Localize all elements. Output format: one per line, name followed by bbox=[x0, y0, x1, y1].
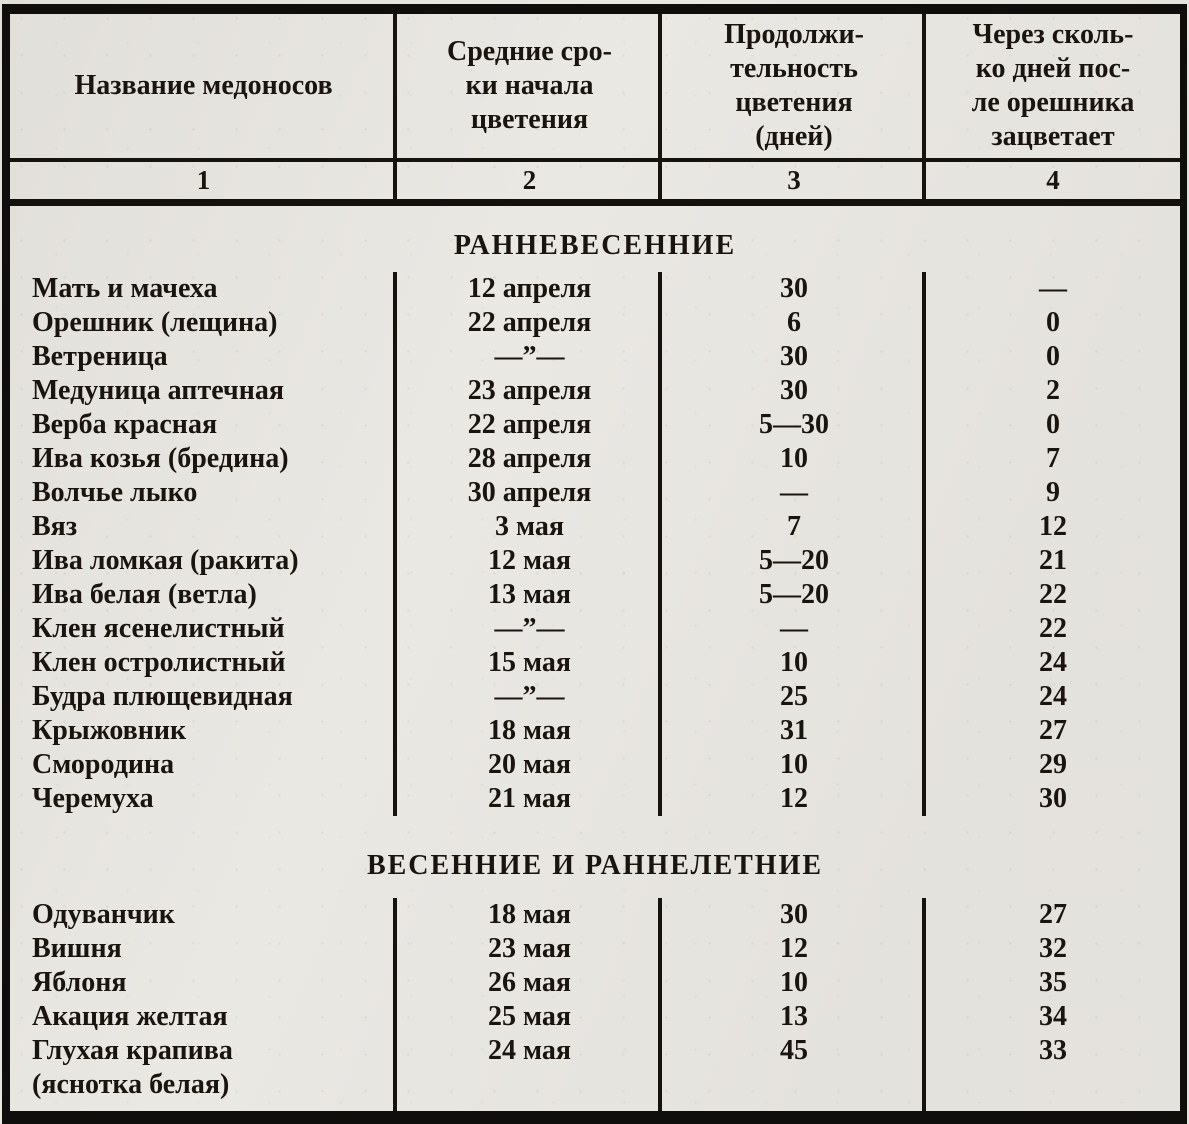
duration-cell: 10 bbox=[780, 749, 808, 780]
start-date-cell: 30 апреля bbox=[467, 477, 592, 508]
plant-name-cell bbox=[10, 272, 397, 306]
duration-cell: — bbox=[780, 477, 808, 508]
table-row bbox=[10, 374, 1180, 408]
table-row bbox=[10, 442, 1180, 476]
duration-cell: 13 bbox=[780, 1001, 808, 1032]
plant-name-cell bbox=[10, 646, 397, 680]
table-row bbox=[10, 544, 1180, 578]
start-date-cell: 21 мая bbox=[487, 783, 572, 814]
table-row bbox=[10, 340, 1180, 374]
plant-name-cell bbox=[10, 476, 397, 510]
plant-name: Ветреница bbox=[32, 341, 168, 372]
table-row bbox=[10, 476, 1180, 510]
column-number-4: 4 bbox=[1046, 165, 1060, 195]
table-row bbox=[10, 510, 1180, 544]
plant-name: Волчье лыко bbox=[32, 477, 198, 508]
column-divider bbox=[658, 162, 662, 199]
column-divider bbox=[922, 898, 926, 1111]
table-row bbox=[10, 680, 1180, 714]
after-hazel-cell: 27 bbox=[1039, 899, 1067, 930]
column-header-line: зацветает bbox=[991, 121, 1115, 152]
column-number-2: 2 bbox=[522, 165, 537, 195]
column-header-line: тельность bbox=[730, 53, 858, 84]
start-date-cell: —”— bbox=[494, 613, 565, 644]
column-header-line: ки начала bbox=[465, 70, 594, 101]
duration-cell: 30 bbox=[780, 273, 808, 304]
after-hazel-cell: 32 bbox=[1039, 933, 1067, 964]
after-hazel-cell: 9 bbox=[1046, 477, 1060, 508]
after-hazel-cell: 0 bbox=[1046, 409, 1060, 440]
section-title: РАННЕВЕСЕННИЕ bbox=[453, 230, 737, 261]
plant-name: Будра плющевидная bbox=[32, 681, 293, 712]
after-hazel-cell: 7 bbox=[1046, 443, 1060, 474]
column-header-line: Через сколь- bbox=[972, 19, 1134, 50]
plant-name: Ива козья (бредина) bbox=[32, 443, 289, 474]
after-hazel-cell: 30 bbox=[1039, 783, 1067, 814]
start-date-cell: 18 мая bbox=[487, 715, 572, 746]
duration-cell: — bbox=[780, 613, 808, 644]
start-date-cell: 25 мая bbox=[487, 1001, 572, 1032]
plant-name: Верба красная bbox=[32, 409, 218, 440]
plant-name-cell bbox=[10, 340, 397, 374]
after-hazel-cell: 29 bbox=[1039, 749, 1067, 780]
section-rows bbox=[10, 272, 1180, 816]
table-row bbox=[10, 748, 1180, 782]
duration-cell: 10 bbox=[780, 967, 808, 998]
table-row bbox=[10, 966, 1180, 1000]
plant-name-cell bbox=[10, 510, 397, 544]
table-row bbox=[10, 1034, 1180, 1102]
plant-name: Ива ломкая (ракита) bbox=[32, 545, 299, 576]
table-row bbox=[10, 782, 1180, 816]
after-hazel-cell: 24 bbox=[1039, 647, 1067, 678]
plant-name-cell bbox=[10, 1000, 397, 1034]
after-hazel-cell: 0 bbox=[1046, 341, 1060, 372]
plant-name-cell bbox=[10, 714, 397, 748]
duration-cell: 12 bbox=[780, 933, 808, 964]
duration-cell: 45 bbox=[780, 1035, 808, 1066]
duration-cell: 30 bbox=[780, 375, 808, 406]
plant-name: Крыжовник bbox=[32, 715, 187, 746]
duration-cell: 30 bbox=[780, 899, 808, 930]
column-header-1 bbox=[10, 14, 397, 158]
column-divider bbox=[658, 898, 662, 1111]
duration-cell: 5—20 bbox=[759, 579, 829, 610]
plant-name: Акация желтая bbox=[32, 1001, 228, 1032]
plant-name: Вишня bbox=[32, 933, 122, 964]
table-row bbox=[10, 306, 1180, 340]
start-date-cell: 26 мая bbox=[487, 967, 572, 998]
duration-cell: 5—20 bbox=[759, 545, 829, 576]
column-header-4 bbox=[926, 14, 1180, 158]
plant-name-cell bbox=[10, 748, 397, 782]
plant-name: Смородина bbox=[32, 749, 175, 780]
section-title: ВЕСЕННИЕ И РАННЕЛЕТНИЕ bbox=[366, 850, 824, 881]
duration-cell: 25 bbox=[780, 681, 808, 712]
table-header-row bbox=[10, 14, 1180, 162]
start-date-cell: —”— bbox=[494, 341, 565, 372]
column-header-line: ко дней пос- bbox=[975, 53, 1131, 84]
plant-name: Орешник (лещина) bbox=[32, 307, 278, 338]
column-divider bbox=[922, 272, 926, 816]
start-date-cell: 12 мая bbox=[487, 545, 572, 576]
column-divider bbox=[393, 898, 397, 1111]
column-divider bbox=[393, 272, 397, 816]
table-body bbox=[10, 206, 1180, 1111]
table-row bbox=[10, 898, 1180, 932]
after-hazel-cell: 22 bbox=[1039, 579, 1067, 610]
section-rows bbox=[10, 898, 1180, 1111]
table-frame bbox=[2, 4, 1187, 1124]
plant-name-cell bbox=[10, 612, 397, 646]
duration-cell: 5—30 bbox=[759, 409, 829, 440]
table-row bbox=[10, 408, 1180, 442]
plant-name: Медуница аптечная bbox=[32, 375, 284, 406]
plant-name-cell bbox=[10, 408, 397, 442]
column-header-3 bbox=[662, 14, 926, 158]
start-date-cell: 3 мая bbox=[494, 511, 565, 542]
start-date-cell: 15 мая bbox=[487, 647, 572, 678]
start-date-cell: 28 апреля bbox=[467, 443, 592, 474]
plant-name: Ива белая (ветла) bbox=[32, 579, 257, 610]
column-header-line: (дней) bbox=[755, 121, 833, 152]
plant-name-cell bbox=[10, 1034, 397, 1102]
plant-name: Яблоня bbox=[32, 967, 127, 998]
duration-cell: 12 bbox=[780, 783, 808, 814]
plant-name-cell bbox=[10, 898, 397, 932]
table-row bbox=[10, 272, 1180, 306]
column-header-line: цветения bbox=[735, 87, 853, 118]
duration-cell: 7 bbox=[787, 511, 801, 542]
duration-cell: 10 bbox=[780, 647, 808, 678]
duration-cell: 6 bbox=[787, 307, 801, 338]
after-hazel-cell: 35 bbox=[1039, 967, 1067, 998]
after-hazel-cell: 21 bbox=[1039, 545, 1067, 576]
table-row bbox=[10, 578, 1180, 612]
plant-name-cell bbox=[10, 306, 397, 340]
column-divider bbox=[922, 14, 926, 158]
after-hazel-cell: 12 bbox=[1039, 511, 1067, 542]
plant-name-cell bbox=[10, 932, 397, 966]
after-hazel-cell: 22 bbox=[1039, 613, 1067, 644]
column-number-1: 1 bbox=[196, 165, 211, 195]
after-hazel-cell: 33 bbox=[1039, 1035, 1067, 1066]
plant-name-cell bbox=[10, 578, 397, 612]
plant-name-cell bbox=[10, 442, 397, 476]
plant-name: Глухая крапива bbox=[32, 1035, 233, 1066]
start-date-cell: 18 мая bbox=[487, 899, 572, 930]
start-date-cell: 13 мая bbox=[487, 579, 572, 610]
start-date-cell: 20 мая bbox=[487, 749, 572, 780]
start-date-cell: 22 апреля bbox=[467, 409, 592, 440]
column-divider bbox=[658, 14, 662, 158]
table-row bbox=[10, 932, 1180, 966]
plant-name-cell bbox=[10, 374, 397, 408]
column-number-3: 3 bbox=[787, 165, 801, 195]
table-row bbox=[10, 646, 1180, 680]
column-header-line: цветения bbox=[470, 104, 589, 135]
table-section-2 bbox=[10, 816, 1180, 1111]
column-header-line: ле орешника bbox=[971, 87, 1135, 118]
table-section-1 bbox=[10, 206, 1180, 816]
column-header-line: Средние сро- bbox=[446, 36, 613, 67]
start-date-cell: —”— bbox=[494, 681, 565, 712]
plant-name: Мать и мачеха bbox=[32, 273, 218, 304]
duration-cell: 10 bbox=[780, 443, 808, 474]
after-hazel-cell: 27 bbox=[1039, 715, 1067, 746]
plant-name: Одуванчик bbox=[32, 899, 175, 930]
after-hazel-cell: 2 bbox=[1046, 375, 1060, 406]
duration-cell: 31 bbox=[780, 715, 808, 746]
plant-name: Клен остролистный bbox=[32, 647, 286, 678]
after-hazel-cell: 34 bbox=[1039, 1001, 1067, 1032]
plant-name-cell bbox=[10, 544, 397, 578]
after-hazel-cell: — bbox=[1039, 273, 1067, 304]
column-header-line: Название медоносов bbox=[74, 70, 333, 101]
duration-cell: 30 bbox=[780, 341, 808, 372]
plant-name-cell bbox=[10, 966, 397, 1000]
start-date-cell: 23 апреля bbox=[467, 375, 592, 406]
after-hazel-cell: 0 bbox=[1046, 307, 1060, 338]
start-date-cell: 22 апреля bbox=[467, 307, 592, 338]
start-date-cell: 12 апреля bbox=[467, 273, 592, 304]
column-divider bbox=[393, 162, 397, 199]
plant-name-cell bbox=[10, 680, 397, 714]
column-header-2 bbox=[397, 14, 662, 158]
table-row bbox=[10, 714, 1180, 748]
table-row bbox=[10, 612, 1180, 646]
column-divider bbox=[393, 14, 397, 158]
table-row bbox=[10, 1000, 1180, 1034]
plant-name-cell bbox=[10, 782, 397, 816]
plant-name: Клен ясенелистный bbox=[32, 613, 285, 644]
column-header-line: Продолжи- bbox=[724, 19, 864, 50]
column-number-row bbox=[10, 162, 1180, 206]
after-hazel-cell: 24 bbox=[1039, 681, 1067, 712]
column-divider bbox=[922, 162, 926, 199]
start-date-cell: 23 мая bbox=[487, 933, 572, 964]
plant-name: Вяз bbox=[32, 511, 78, 542]
plant-name: Черемуха bbox=[32, 783, 154, 814]
column-divider bbox=[658, 272, 662, 816]
start-date-cell: 24 мая bbox=[487, 1035, 572, 1066]
plant-name-line2: (яснотка белая) bbox=[32, 1069, 230, 1100]
